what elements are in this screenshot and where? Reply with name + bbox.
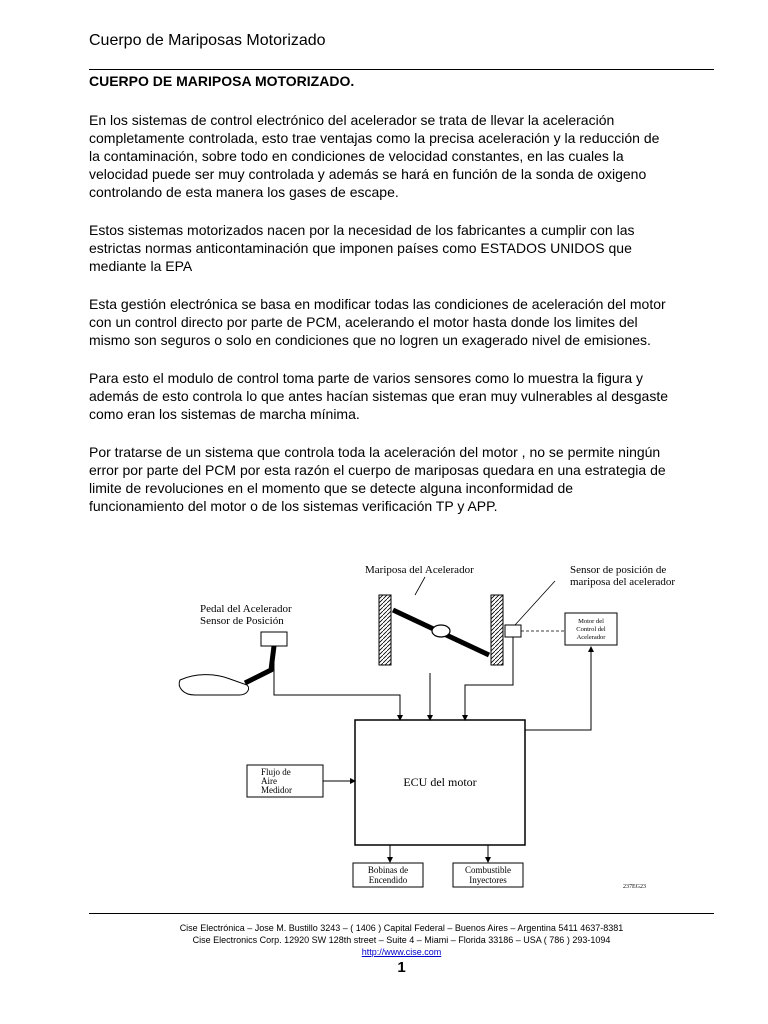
label-pedal-line2: Sensor de Posición bbox=[200, 615, 284, 627]
footer-divider bbox=[89, 913, 714, 914]
paragraph-line: además de esto controla lo que antes hacían sistemas que eran muy vulnerables al desgaste bbox=[89, 388, 669, 404]
paragraph-line: limite de revoluciones en el momento que se detecte alguna inconformidad de bbox=[89, 480, 574, 496]
header-divider bbox=[89, 69, 714, 70]
paragraph-line: En los sistemas de control electrónico del acelerador se trata de llevar la aceleración bbox=[89, 112, 615, 128]
label-coils-line1: Bobinas de bbox=[367, 865, 409, 875]
throttle-position-sensor bbox=[505, 625, 521, 637]
page-number: 1 bbox=[397, 959, 406, 976]
paragraph-line: controlando de esta manera los gases de escape. bbox=[89, 184, 399, 200]
label-airflow-line3: Medidor bbox=[261, 785, 292, 795]
paragraph-line: Estos sistemas motorizados nacen por la necesidad de los fabricantes a cumplir con las bbox=[89, 222, 635, 238]
paragraph-1 bbox=[89, 111, 715, 201]
label-motor-line3: Acelerador bbox=[576, 634, 606, 641]
label-motor-line2: Control del bbox=[576, 626, 606, 633]
label-motor-line1: Motor del bbox=[578, 618, 604, 625]
page-header-title: Cuerpo de Mariposas Motorizado bbox=[89, 32, 326, 49]
paragraph-line: como eran los sistemas de marcha mínima. bbox=[89, 406, 360, 422]
throttle-body-left-wall bbox=[379, 595, 391, 665]
paragraph-line: la contaminación, sobre todo en condiciones de velocidad constantes, en las cuales la bbox=[89, 148, 624, 164]
figure-code: 237EG23 bbox=[623, 884, 646, 890]
pedal-position-sensor bbox=[261, 632, 287, 646]
paragraph-line: Para esto el modulo de control toma parte de varios sensores como lo muestra la figura y bbox=[89, 370, 644, 386]
page-footer bbox=[89, 922, 714, 958]
driver-foot bbox=[179, 675, 248, 695]
label-airflow-line2: Aire bbox=[261, 776, 277, 786]
label-sensor-line2: mariposa del acelerador bbox=[570, 576, 676, 588]
paragraph-line: con un control directo por parte de PCM, acelerando el motor hasta donde los limites del bbox=[89, 314, 638, 330]
label-coils-line2: Encendido bbox=[368, 875, 408, 885]
label-ecu: ECU del motor bbox=[403, 775, 477, 789]
pedal-arm bbox=[245, 646, 274, 683]
footer-line-argentina: Cise Electrónica – Jose M. Bustillo 3243 – ( 1406 ) Capital Federal – Buenos Aires – Argentina 5411 4637-8381 bbox=[179, 923, 624, 933]
paragraph-line: Por tratarse de un sistema que controla toda la aceleración del motor , no se permite ningún bbox=[89, 444, 661, 460]
paragraph-line: velocidad puede ser muy controlada y además se hará en función de la sonda de oxigeno bbox=[89, 166, 647, 182]
throttle-system-diagram bbox=[175, 555, 685, 895]
label-sensor-line1: Sensor de posición de bbox=[570, 564, 667, 576]
website-link[interactable]: http://www.cise.com bbox=[361, 947, 442, 957]
paragraph-2 bbox=[89, 221, 715, 275]
paragraph-line: estrictas normas anticontaminación que imponen países como ESTADOS UNIDOS que bbox=[89, 240, 632, 256]
paragraph-line: funcionamiento del motor o de los sistemas verificación TP y APP. bbox=[89, 498, 498, 514]
paragraph-line: mediante la EPA bbox=[89, 258, 193, 274]
body-text bbox=[89, 111, 715, 535]
paragraph-line: mismo son seguros o solo en condiciones que no logren un exagerado nivel de emisiones. bbox=[89, 332, 651, 348]
paragraph-line: completamente controlada, esto trae ventajas como la precisa aceleración y la reducción de bbox=[89, 130, 660, 146]
paragraph-3 bbox=[89, 295, 715, 349]
throttle-body-right-wall bbox=[491, 595, 503, 665]
label-fuel-line2: Inyectores bbox=[469, 875, 507, 885]
paragraph-5 bbox=[89, 443, 715, 515]
section-heading: CUERPO DE MARIPOSA MOTORIZADO. bbox=[89, 73, 355, 89]
paragraph-line: Esta gestión electrónica se basa en modificar todas las condiciones de aceleración del motor bbox=[89, 296, 666, 312]
paragraph-line: error por parte del PCM por esta razón el cuerpo de mariposas quedara en una estrategia de bbox=[89, 462, 666, 478]
label-pedal-line1: Pedal del Acelerador bbox=[200, 603, 292, 615]
throttle-shaft bbox=[432, 625, 450, 637]
label-airflow-line1: Flujo de bbox=[261, 767, 291, 777]
paragraph-4 bbox=[89, 369, 715, 423]
label-throttle: Mariposa del Acelerador bbox=[365, 564, 474, 576]
footer-line-usa: Cise Electronics Corp. 12920 SW 128th street – Suite 4 – Miami – Florida 33186 – USA ( 786 ) 293-1094 bbox=[192, 935, 611, 945]
label-fuel-line1: Combustible bbox=[464, 865, 512, 875]
